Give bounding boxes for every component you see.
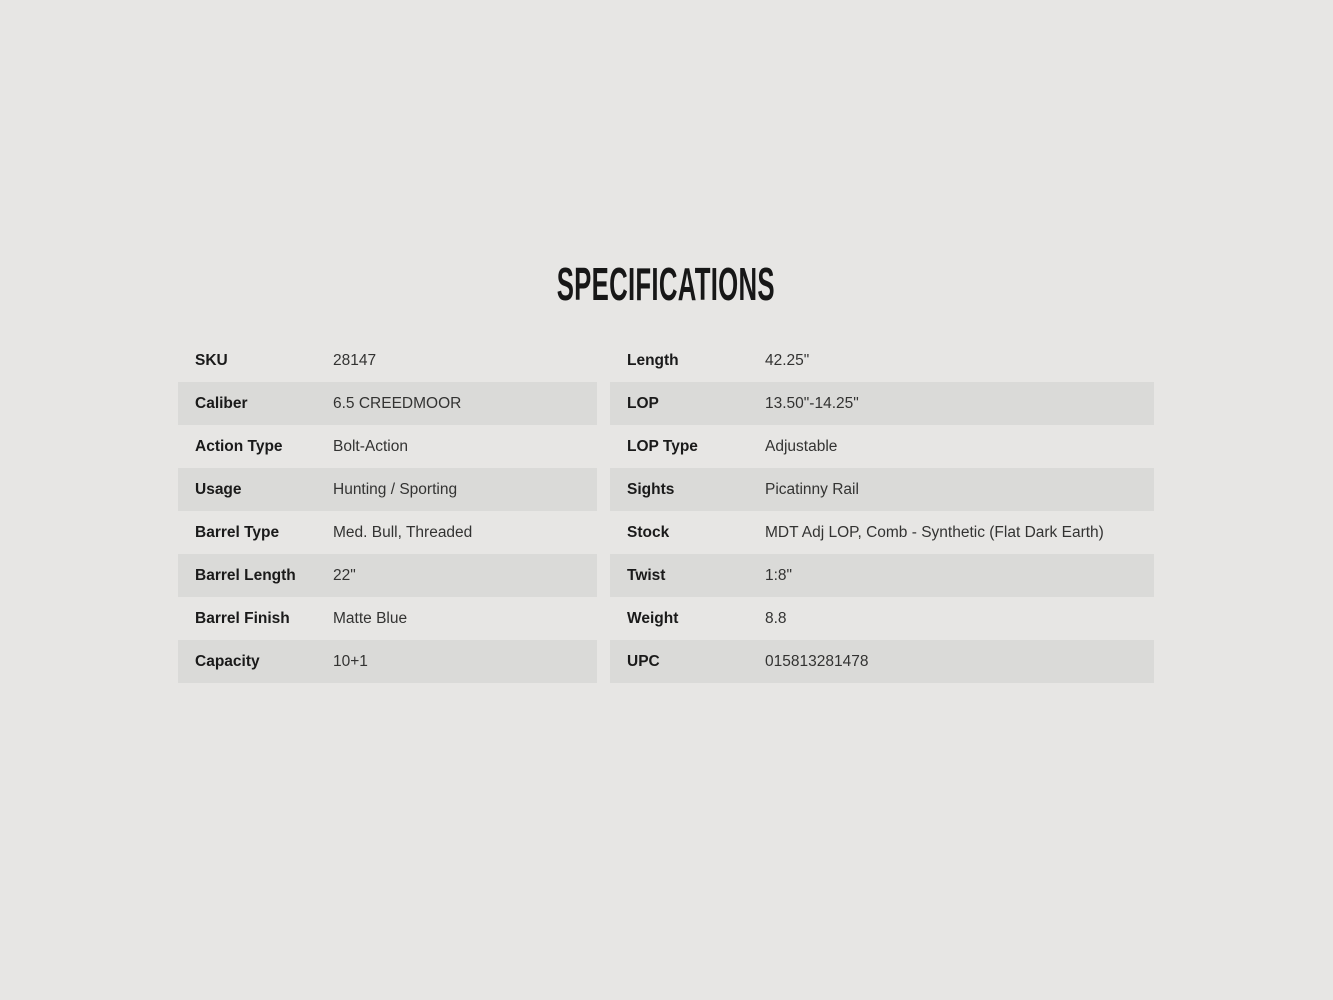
spec-value: Picatinny Rail (765, 480, 859, 498)
specifications-section (178, 258, 1154, 683)
spec-value: 6.5 CREEDMOOR (333, 394, 462, 412)
spec-row (178, 425, 597, 468)
spec-value: 28147 (333, 351, 377, 369)
spec-value: Hunting / Sporting (333, 480, 458, 498)
spec-label: Usage (195, 480, 242, 498)
spec-label: Sights (627, 480, 675, 498)
spec-label: Caliber (195, 394, 248, 412)
spec-row (178, 339, 597, 382)
spec-value: Matte Blue (333, 609, 408, 627)
spec-value: MDT Adj LOP, Comb - Synthetic (Flat Dark Earth) (765, 523, 1104, 541)
spec-value: 015813281478 (765, 652, 869, 670)
spec-row (610, 554, 1154, 597)
spec-row (610, 425, 1154, 468)
spec-value: 42.25" (765, 351, 810, 369)
spec-value: Bolt-Action (333, 437, 408, 455)
spec-table-right (610, 339, 1154, 683)
spec-label: Barrel Length (195, 566, 296, 584)
spec-row (178, 554, 597, 597)
spec-label: Barrel Finish (195, 609, 290, 627)
spec-label: Stock (627, 523, 670, 541)
spec-row (610, 382, 1154, 425)
spec-value: 1:8" (765, 566, 793, 584)
spec-label: Barrel Type (195, 523, 280, 541)
specifications-title-text: SPECIFICATIONS (556, 258, 776, 310)
spec-label: LOP Type (627, 437, 698, 455)
spec-label: LOP (627, 394, 659, 412)
spec-value: Med. Bull, Threaded (333, 523, 473, 541)
spec-table-left (178, 339, 597, 683)
specifications-title (178, 258, 1154, 310)
spec-label: Capacity (195, 652, 260, 670)
spec-label: Weight (627, 609, 679, 627)
spec-value: 10+1 (333, 652, 368, 670)
spec-row (610, 640, 1154, 683)
spec-row (610, 511, 1154, 554)
spec-value: Adjustable (765, 437, 838, 455)
spec-label: Action Type (195, 437, 283, 455)
spec-value: 22" (333, 566, 356, 584)
spec-row (178, 382, 597, 425)
spec-row (610, 597, 1154, 640)
spec-label: Twist (627, 566, 666, 584)
spec-row (178, 640, 597, 683)
spec-label: UPC (627, 652, 660, 670)
spec-label: Length (627, 351, 679, 369)
spec-value: 13.50"-14.25" (765, 394, 859, 412)
spec-row (178, 597, 597, 640)
spec-tables (178, 339, 1154, 683)
spec-row (610, 339, 1154, 382)
spec-value: 8.8 (765, 609, 787, 627)
spec-row (178, 511, 597, 554)
spec-row (178, 468, 597, 511)
spec-label: SKU (195, 351, 228, 369)
spec-row (610, 468, 1154, 511)
